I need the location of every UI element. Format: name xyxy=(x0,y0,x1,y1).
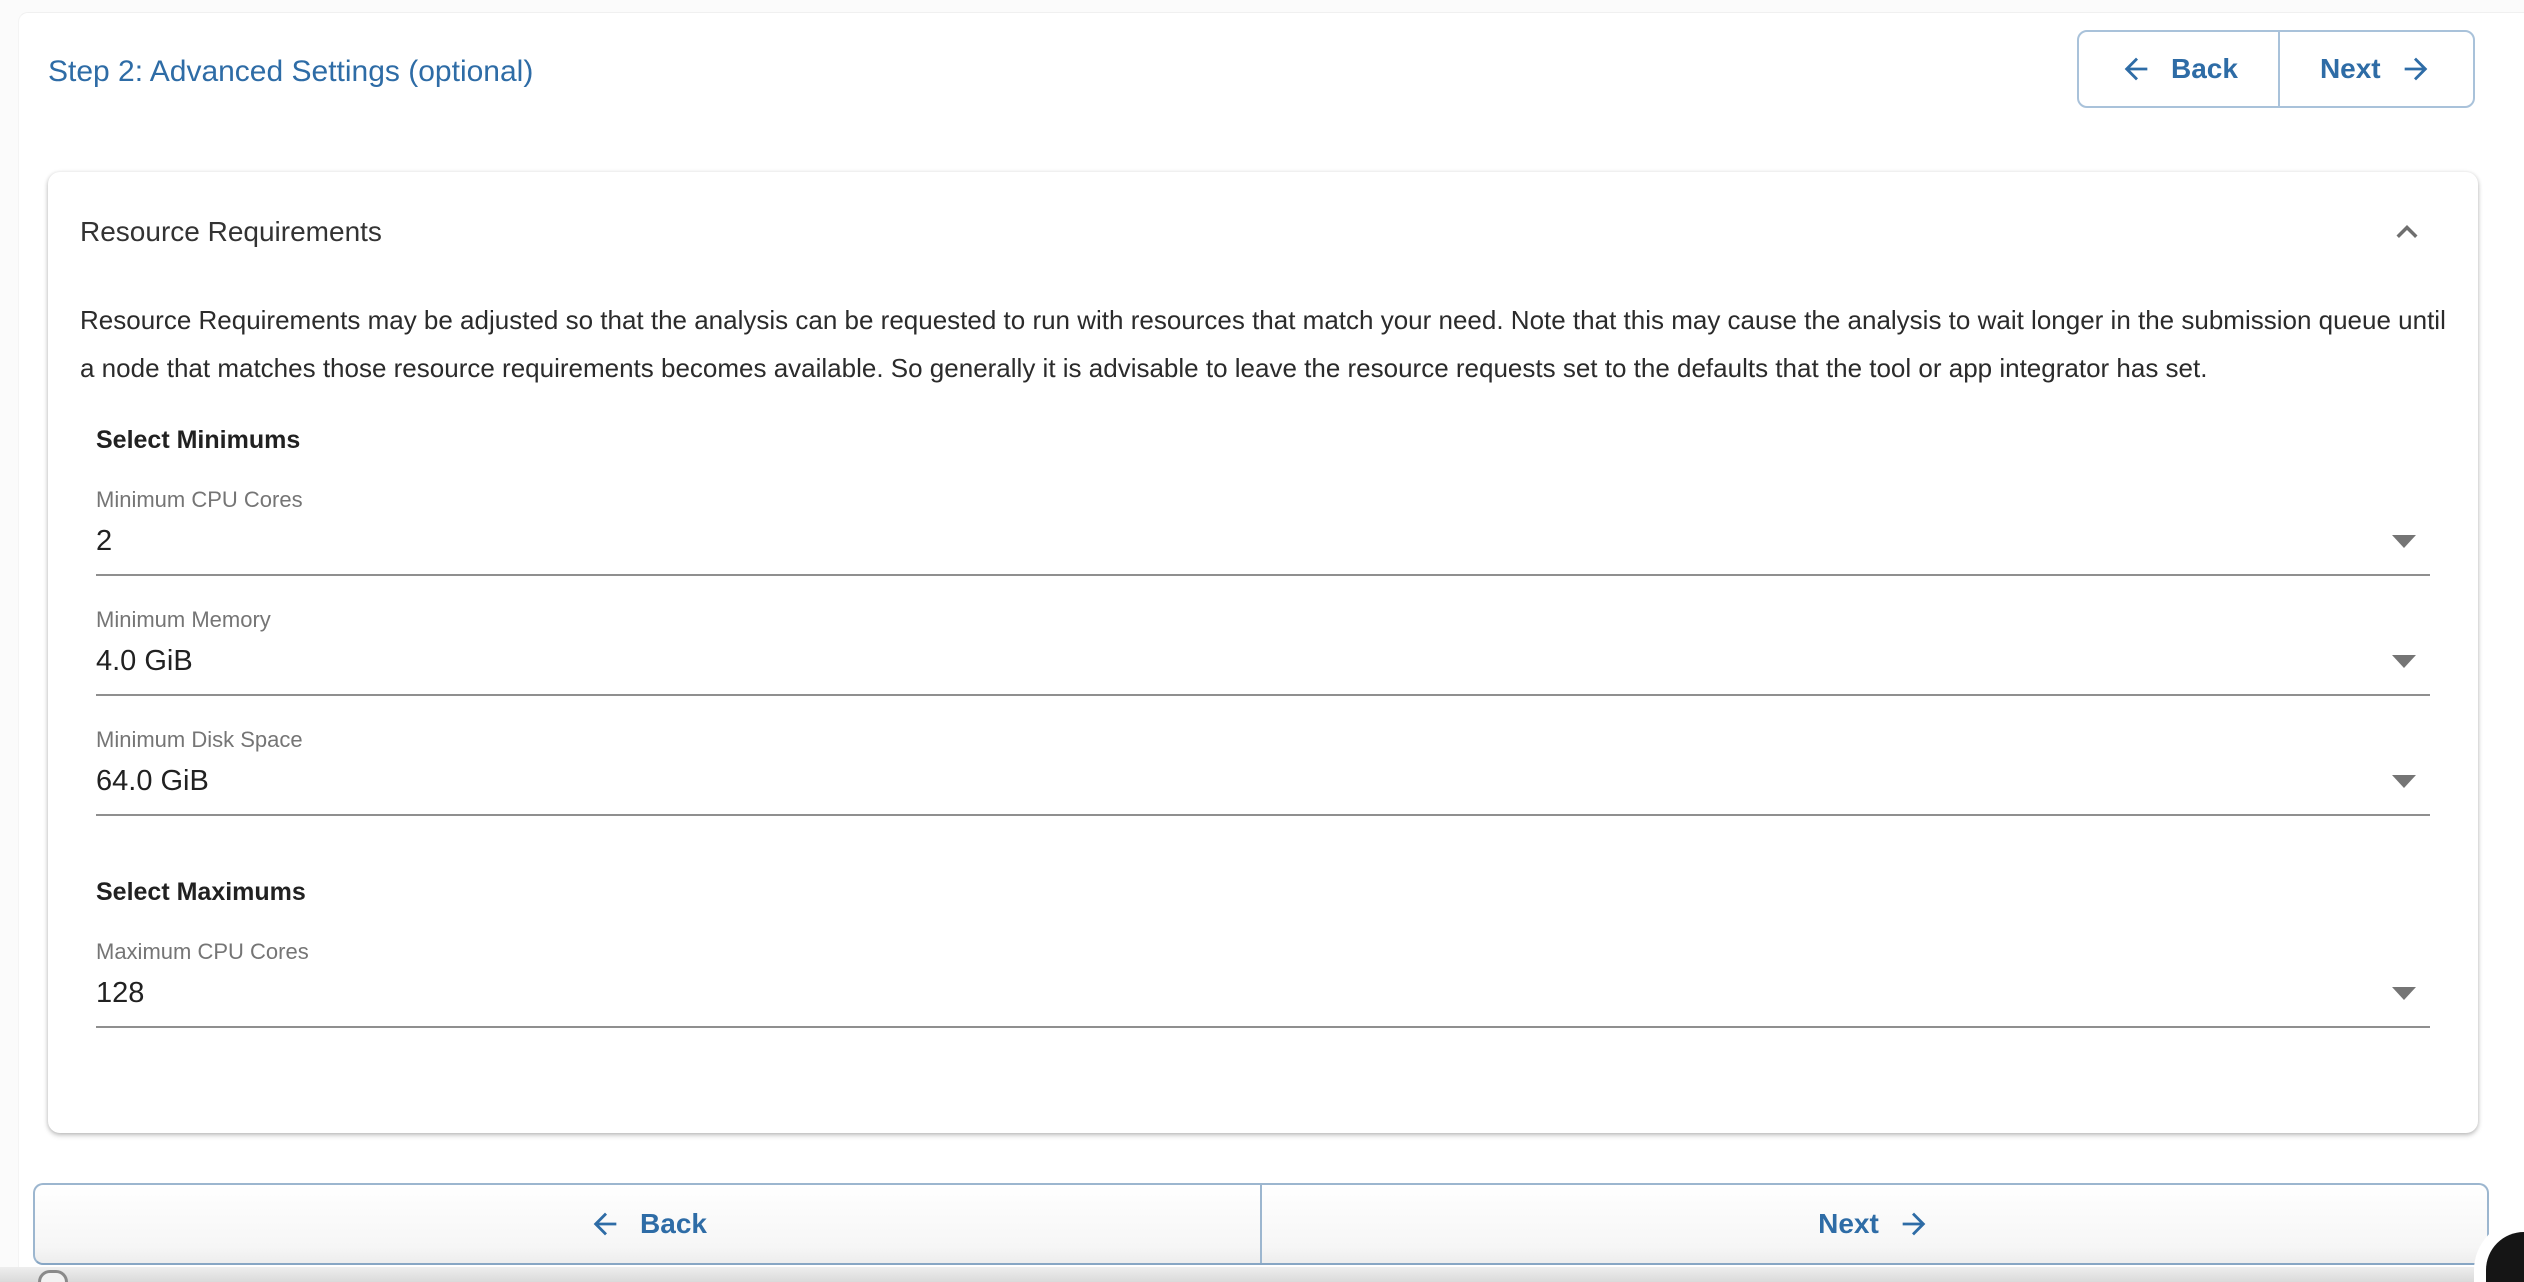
minimum-cpu-cores-label: Minimum CPU Cores xyxy=(96,487,303,512)
chevron-up-icon xyxy=(2386,211,2428,253)
bottom-nav-button-group xyxy=(33,1183,2489,1265)
bottom-back-label: Back xyxy=(640,1208,707,1239)
back-arrow-icon xyxy=(2119,52,2153,86)
select-minimums-section xyxy=(96,424,2430,816)
maximum-cpu-cores-value: 128 xyxy=(96,977,145,1009)
resource-requirements-card xyxy=(48,172,2478,1133)
collapse-section-button[interactable] xyxy=(2386,211,2428,253)
minimum-memory-label: Minimum Memory xyxy=(96,607,271,632)
maximum-cpu-cores-field xyxy=(96,938,2430,1028)
minimum-disk-space-label: Minimum Disk Space xyxy=(96,727,303,752)
top-back-label: Back xyxy=(2171,53,2238,84)
minimum-disk-space-field xyxy=(96,726,2430,816)
next-arrow-icon xyxy=(1897,1207,1931,1241)
bottom-left-cutoff-shape xyxy=(38,1270,68,1282)
minimum-memory-field xyxy=(96,606,2430,696)
maximum-cpu-cores-select[interactable] xyxy=(96,966,2430,1028)
next-arrow-icon xyxy=(2399,52,2433,86)
top-nav-button-group xyxy=(2077,30,2475,108)
footer-strip xyxy=(0,1267,2524,1282)
panel-description: Resource Requirements may be adjusted so that the analysis can be requested to run with resources that match your need. Note that this may cause the analysis to wait longer in the submission queue until a node that matches those resource requirements becomes available. So generally it is advisable to leave the resource requests set to the defaults that the tool or app integrator has set. xyxy=(80,305,2446,383)
minimum-memory-value: 4.0 GiB xyxy=(96,645,193,677)
top-next-button[interactable] xyxy=(2280,32,2473,106)
dropdown-caret-icon xyxy=(2392,987,2416,1000)
bottom-back-button[interactable] xyxy=(35,1185,1260,1263)
top-back-button[interactable] xyxy=(2079,32,2278,106)
minimum-cpu-cores-select[interactable] xyxy=(96,514,2430,576)
bottom-next-label: Next xyxy=(1818,1208,1879,1239)
dropdown-caret-icon xyxy=(2392,655,2416,668)
minimum-disk-space-value: 64.0 GiB xyxy=(96,765,209,797)
minimum-cpu-cores-value: 2 xyxy=(96,525,113,557)
top-next-label: Next xyxy=(2319,53,2381,84)
page-title: Step 2: Advanced Settings (optional) xyxy=(48,55,534,88)
select-minimums-heading: Select Minimums xyxy=(96,426,301,454)
maximum-cpu-cores-label: Maximum CPU Cores xyxy=(96,939,309,964)
bottom-next-button[interactable] xyxy=(1262,1185,2487,1263)
card-header xyxy=(80,212,2446,252)
minimum-memory-select[interactable] xyxy=(96,634,2430,696)
minimum-disk-space-select[interactable] xyxy=(96,754,2430,816)
card-title: Resource Requirements xyxy=(80,216,382,247)
back-arrow-icon xyxy=(588,1207,622,1241)
select-maximums-heading: Select Maximums xyxy=(96,878,306,906)
select-maximums-section xyxy=(96,876,2430,1028)
dropdown-caret-icon xyxy=(2392,775,2416,788)
minimum-cpu-cores-field xyxy=(96,486,2430,576)
dropdown-caret-icon xyxy=(2392,535,2416,548)
